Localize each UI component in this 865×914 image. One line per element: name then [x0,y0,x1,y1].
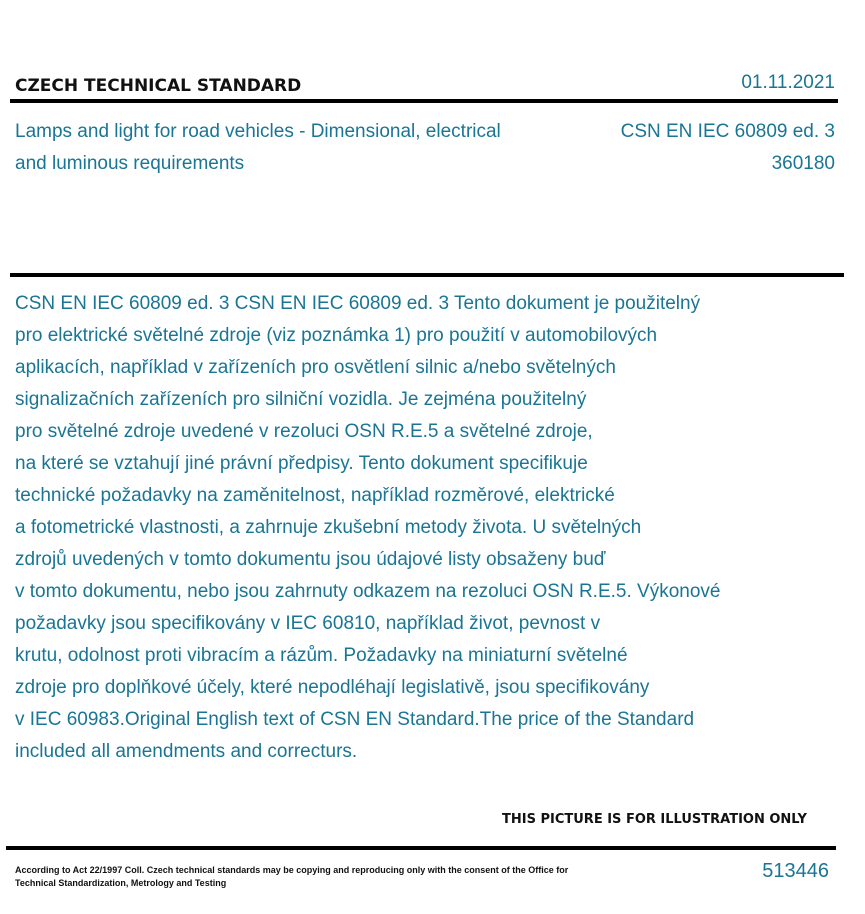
document-type-label: CZECH TECHNICAL STANDARD [15,76,302,96]
standard-code: CSN EN IEC 60809 ed. 3 [620,121,835,142]
middle-divider [10,273,844,277]
top-divider [10,99,838,103]
standard-code-block [621,116,835,180]
standard-title: Lamps and light for road vehicles - Dimensional, electrical and luminous requirements [15,121,501,174]
illustration-note: THIS PICTURE IS FOR ILLUSTRATION ONLY [502,812,807,827]
publication-date: 01.11.2021 [741,72,835,93]
legal-footer-note: According to Act 22/1997 Coll. Czech technical standards may be copying and reproducing only with the consent of the Office for Technical Standardization, Metrology and Testing [15,865,569,888]
catalog-number: 513446 [762,860,829,882]
standard-class-number: 360180 [771,153,835,174]
bottom-divider [6,846,836,850]
standard-description: CSN EN IEC 60809 ed. 3 CSN EN IEC 60809 ed. 3 Tento dokument je použitelný pro elektrické světelné zdroje (viz poznámka 1) pro použití v automobilových aplikacích, například v zařízeních pro osvětlení silnic a/nebo světelných signalizačních zařízeních pro silniční vozidla. Je zejména použitelný pro světelné zdroje uvedené v rezoluci OSN R.E.5 a světelné zdroje, na které se vztahují jiné právní předpisy. Tento dokument specifikuje technické požadavky na zaměnitelnost, například rozměrové, elektrické a fotometrické vlastnosti, a zahrnuje zkušební metody života. U světelných zdrojů uvedených v tomto dokumentu jsou údajové listy obsaženy buď v tomto dokumentu, nebo jsou zahrnuty odkazem na rezoluci OSN R.E.5. Výkonové požadavky jsou specifikovány v IEC 60810, například život, pevnost v krutu, odolnost proti vibracím a rázům. Požadavky na miniaturní světelné zdroje pro doplňkové účely, které nepodléhají legislativě, jsou specifikovány v IEC 60983.Original English text of CSN EN Standard.The price of the Standard included all amendments and correcturs. [15,293,721,762]
